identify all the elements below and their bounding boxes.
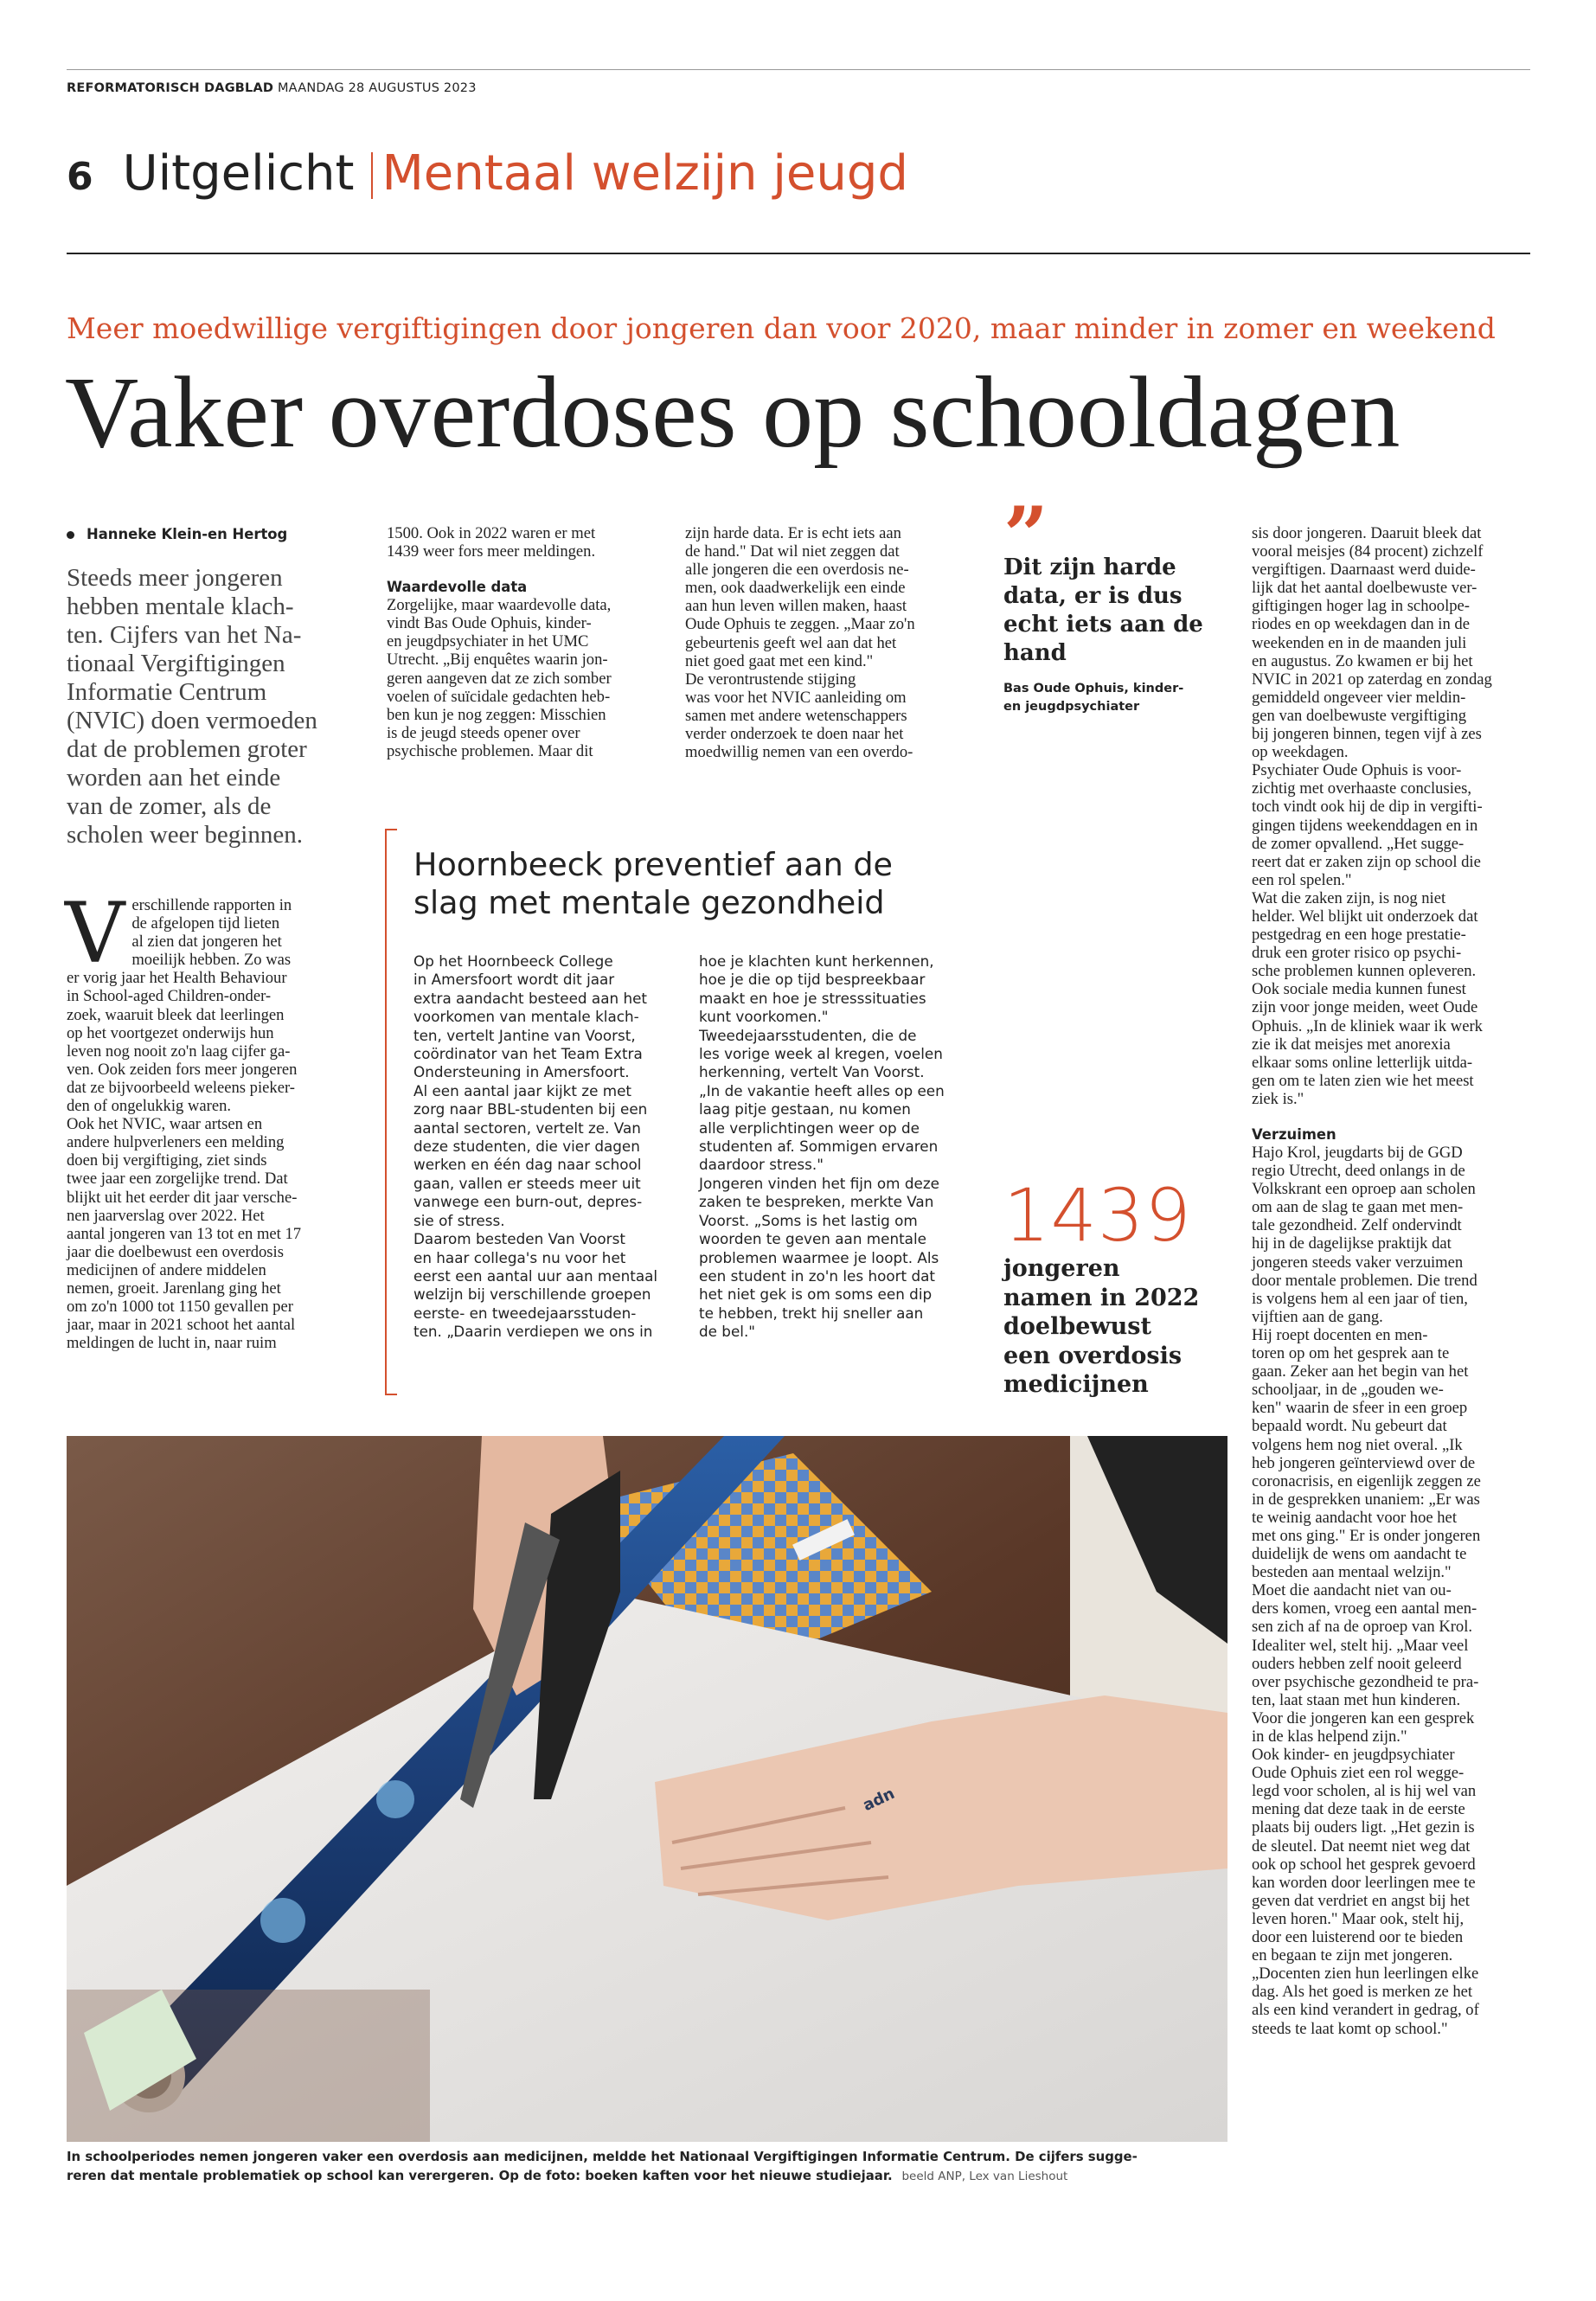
box-title: Hoornbeeck preventief aan de slag met mentale gezondheid xyxy=(413,846,893,921)
header-rule xyxy=(67,253,1530,254)
section-divider xyxy=(371,152,373,199)
masthead xyxy=(67,81,477,95)
article-photo xyxy=(67,1436,1227,2142)
headline: Vaker overdoses op schooldagen xyxy=(65,356,1401,469)
quote-mark-icon: ” xyxy=(1003,490,1048,581)
body-paragraph: erschillende rapporten in de afgelopen tijd lieten al zien dat jongeren het moeilijk hebben. Zo was er vorig jaar het Health Behaviour in School-aged Children-onder- zoek, waaruit bleek dat leerlingen op het voortgezet onderwijs hun leven nog nooit zo'n laag cijfer ga- ven. Ook zeiden fors meer jongeren dat ze bijvoorbeeld weleens pieker- den of ongelukkig waren. xyxy=(67,896,298,1116)
photo-illustration xyxy=(67,1436,1227,2142)
body-paragraph: Zorgelijke, maar waardevolle data, vindt Bas Oude Ophuis, kinder- en jeugdpsychiater in het UMC Utrecht. „Bij enquêtes waarin jon- geren aangeven dat ze zich somber voelen of suïcidale gedachten heb- ben kun je nog zeggen: Misschien is de jeugd steeds opener over psychische problemen. Maar dit xyxy=(387,596,612,760)
body-paragraph: Hij roept docenten en men- toren op om het gesprek aan te gaan. Zeker aan het begin van het schooljaar, in de „gouden we- ken" waarin de sfeer in een groep bepaald wordt. Nu gebeurt dat volgens hem nog niet overal. „Ik heb jongeren geïnterviewd over de coronacrisis, en eigenlijk zeggen ze in de gesprekken unaniem: „Er was te weinig aandacht voor hoe het met ons ging." Er is onder jongeren duidelijk de wens om aandacht te besteden aan mentaal welzijn." xyxy=(1252,1325,1481,1582)
body-column-4 xyxy=(1252,524,1533,2038)
quote-text: Dit zijn harde data, er is dus echt iets aan de hand xyxy=(1003,554,1203,666)
drop-cap: V xyxy=(65,885,125,982)
byline xyxy=(67,526,287,542)
section-name: Uitgelicht xyxy=(122,145,355,202)
stat-number: 1439 xyxy=(1003,1173,1192,1258)
section-header xyxy=(67,145,908,206)
caption-text: In schoolperiodes nemen jongeren vaker een overdosis aan medicijnen, meldde het Nationaal Vergiftigingen Informatie Centrum. De cijfers sugge- reren dat mentale problematiek op school kan verergeren. Op de foto: boeken kaften voor het nieuwe studiejaar. xyxy=(67,2149,1138,2183)
body-paragraph: De verontrustende stijging was voor het NVIC aanleiding om samen met andere wetenschappers verder onderzoek te doen naar het moedwillig nemen van een overdo- xyxy=(685,670,913,762)
body-paragraph: Hajo Krol, jeugdarts bij de GGD regio Utrecht, deed onlangs in de Volkskrant een oproep aan scholen om aan de slag te gaan met men- tale gezondheid. Zelf ondervindt hij in de dagelijkse praktijk dat jongeren steeds vaker verzuimen door mentale problemen. Die trend is volgens hem al een jaar of tien, vijftien aan de gang. xyxy=(1252,1144,1477,1326)
paper-name: REFORMATORISCH DAGBLAD xyxy=(67,81,274,95)
page-number: 6 xyxy=(67,155,93,199)
photo-credit: beeld ANP, Lex van Lieshout xyxy=(901,2169,1068,2183)
subhead-waardevolle-data: Waardevolle data xyxy=(387,579,528,596)
body-paragraph: Ook kinder- en jeugdpsychiater Oude Ophuis ziet een rol wegge- legd voor scholen, al is hij wel van mening dat deze taak in de eerste plaats bij ouders ligt. „Het gezin is de sleutel. Dat neemt niet weg dat ook op school het gesprek gevoerd kan worden door leerlingen mee te geven dat verdriet en angst bij het leven horen." Maar ook, stelt hij, door een luisterend oor te bieden en begaan te zijn met jongeren. „Docenten zien hun leerlingen elke dag. Als het goed is merken ze het als een kind verandert in gedrag, of steeds te laat komt op school." xyxy=(1252,1746,1479,2038)
book-label: adn xyxy=(860,1784,898,1816)
issue-date: MAANDAG 28 AUGUSTUS 2023 xyxy=(277,81,477,95)
box-column-right: hoe je klachten kunt herkennen, hoe je die op tijd bespreekbaar maakt en hoe je stresssituaties kunt voorkomen." Tweedejaarsstudenten, die de les vorige week al kregen, voelen herkenning, vertelt Van Voorst. „In de vakantie heeft alles op een laag pitje gestaan, nu komen alle verplichtingen weer op de studenten af. Sommigen ervaren daardoor stress." Jongeren vinden het fijn om deze zaken te bespreken, merkte Van Voorst. „Soms is het lastig om woorden te geven aan mentale problemen waarmee je loopt. Als een student in zo'n les hoort dat het niet gek is om soms een dip te hebben, trekt hij sneller aan de bel." xyxy=(699,952,945,1341)
body-paragraph: Wat die zaken zijn, is nog niet helder. Wel blijkt uit onderzoek dat pestgedrag en een hoge prestatie- druk een groter risico op psychi- sche problemen kunnen opleveren. Ook sociale media kunnen funest zijn voor jonge meiden, weet Oude Ophuis. „In de kliniek waar ik werk zie ik dat meisjes met anorexia elkaar soms online letterlijk uitda- gen om te laten zien wie het meest ziek is." xyxy=(1252,888,1483,1108)
box-left-border xyxy=(385,829,387,1395)
body-paragraph: Psychiater Oude Ophuis is voor- zichtig met overhaaste conclusies, toch vindt ook hij de dip in vergifti- gingen tijdens weekenddagen en in de zomer opvallend. „Het sugge- reert dat er zaken zijn op school die een rol spelen." xyxy=(1252,761,1483,889)
body-paragraph: sis door jongeren. Daaruit bleek dat vooral meisjes (84 procent) zichzelf vergiftigen. Daarnaast werd duide- lijk dat het aantal doelbewuste ver- giftigingen hoger lag in schoolpe- riodes en op weekdagen dan in de weekenden en in de maanden juli en augustus. Zo kwamen er bij het NVIC in 2021 op zaterdag en zondag gemiddeld ongeveer vier meldin- gen van doelbewuste vergiftiging bij jongeren binnen, tegen vijf à zes op weekdagen. xyxy=(1252,524,1492,762)
box-column-left: Op het Hoornbeeck College in Amersfoort wordt dit jaar extra aandacht besteed aan het voorkomen van mentale klach- ten, vertelt Jantine van Voorst, coördinator van het Team Extra Ondersteuning in Amersfoort. Al een aantal jaar kijkt ze met zorg naar BBL-studenten bij een aantal sectoren, vertelt ze. Van deze studenten, die vier dagen werken en één dag naar school gaan, vallen er steeds meer uit vanwege een burn-out, depres- sie of stress. Daarom besteden Van Voorst en haar collega's nu voor het eerst een aantal uur aan mentaal welzijn bij verschillende groepen eerste- en tweedejaarsstuden- ten. „Daarin verdiepen we ons in xyxy=(413,952,658,1341)
body-column-1 xyxy=(65,885,361,1353)
box-top-tick xyxy=(385,829,397,830)
body-paragraph: 1500. Ook in 2022 waren er met 1439 weer fors meer meldingen. xyxy=(387,524,596,561)
lead-paragraph: Steeds meer jongeren hebben mentale klach- ten. Cijfers van het Na- tionaal Vergiftigingen Informatie Centrum (NVIC) doen vermoeden dat de problemen groter worden aan het einde van de zomer, als de scholen weer beginnen. xyxy=(67,564,317,849)
body-paragraph: zijn harde data. Er is echt iets aan de hand." Dat wil niet zeggen dat alle jongeren die een overdosis ne- men, ook daadwerkelijk een einde aan hun leven willen maken, haast Oude Ophuis te zeggen. „Maar zo'n gebeurtenis geeft wel aan dat het niet goed gaat met een kind." xyxy=(685,524,915,670)
stat-callout xyxy=(1003,1173,1228,1400)
photo-caption xyxy=(67,2148,1230,2186)
top-rule xyxy=(67,69,1530,70)
pull-quote xyxy=(1003,490,1211,716)
section-topic: Mentaal welzijn jeugd xyxy=(381,145,908,202)
subhead-verzuimen: Verzuimen xyxy=(1252,1126,1336,1143)
body-paragraph: Moet die aandacht niet van ou- ders komen, vroeg een aantal men- sen zich af na de oproep van Krol. Idealiter wel, stelt hij. „Maar veel ouders hebben zelf nooit geleerd over psychische gezondheid te pra- ten, laat staan met hun kinderen. Voor die jongeren kan een gesprek in de klas helpend zijn." xyxy=(1252,1581,1479,1746)
kicker: Meer moedwillige vergiftigingen door jongeren dan voor 2020, maar minder in zomer en weekend xyxy=(67,311,1496,345)
author-name: Hanneke Klein-en Hertog xyxy=(87,526,288,542)
body-column-2 xyxy=(387,524,672,760)
body-paragraph: Ook het NVIC, waar artsen en andere hulpverleners een melding doen bij vergiftiging, ziet sinds twee jaar een zorgelijke trend. Dat blijkt uit het eerder dit jaar versche- nen jaarverslag over 2022. Het aantal jongeren van 13 tot en met 17 jaar die doelbewust een overdosis medicijnen of andere middelen nemen, groeit. Jarenlang ging het om zo'n 1000 tot 1150 gevallen per jaar, maar in 2021 schoot het aantal meldingen de lucht in, naar ruim xyxy=(67,1115,302,1353)
stat-text: jongeren namen in 2022 doelbewust een overdosis medicijnen xyxy=(1003,1255,1200,1398)
body-column-3 xyxy=(685,524,971,761)
byline-bullet xyxy=(67,531,74,539)
box-bottom-tick xyxy=(385,1394,397,1395)
quote-attribution: Bas Oude Ophuis, kinder- en jeugdpsychiater xyxy=(1003,682,1184,714)
